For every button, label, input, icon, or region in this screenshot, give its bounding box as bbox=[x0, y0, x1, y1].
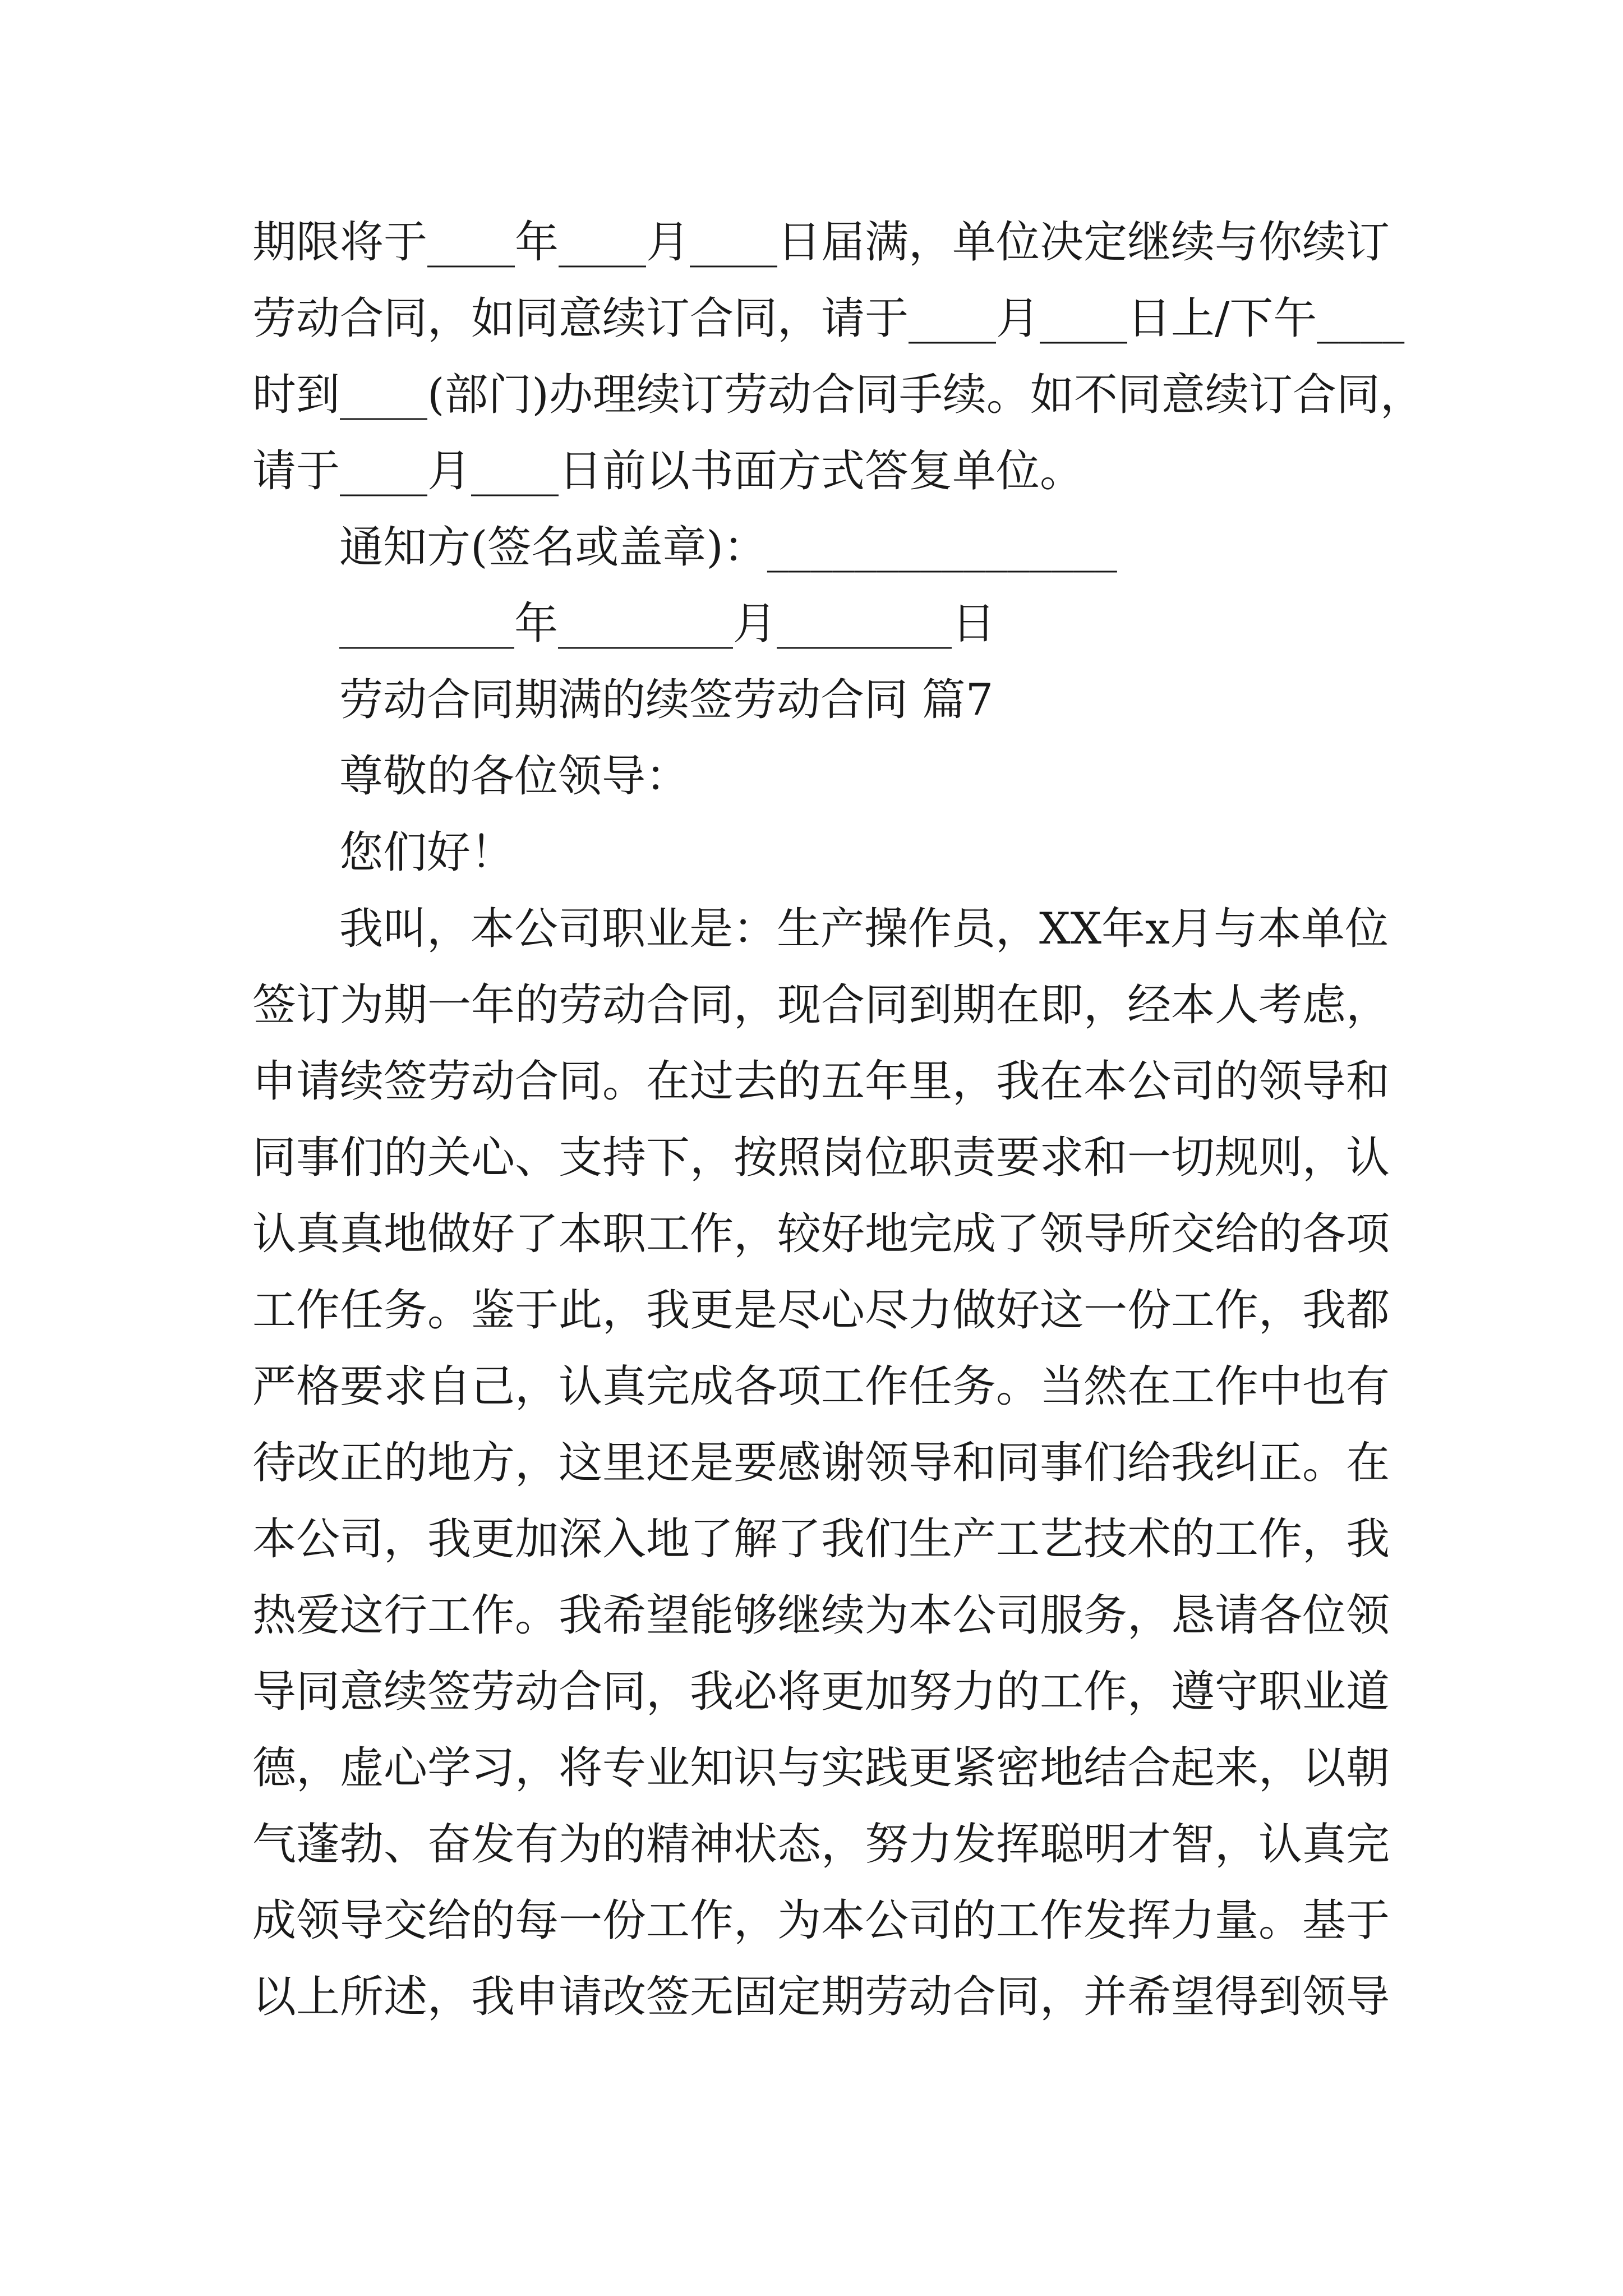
greeting: 您们好！ bbox=[339, 827, 515, 878]
section-heading: 劳动合同期满的续签劳动合同 篇7 bbox=[339, 675, 994, 725]
date-line: ________年________月________日 bbox=[339, 599, 996, 649]
signature-line: 通知方(签名或盖章)：________________ bbox=[339, 522, 1117, 573]
text-line-3: 时到____(部门)办理续订劳动合同手续。如不同意续订合同， bbox=[252, 370, 1424, 420]
body-line-10: 热爱这行工作。我希望能够继续为本公司服务，恳请各位领 bbox=[252, 1590, 1390, 1641]
salutation: 尊敬的各位领导： bbox=[339, 751, 690, 802]
body-line-13: 气蓬勃、奋发有为的精神状态，努力发挥聪明才智，认真完 bbox=[252, 1819, 1390, 1870]
body-line-1: 我叫，本公司职业是：生产操作员，XX年x月与本单位 bbox=[339, 904, 1389, 954]
body-line-7: 严格要求自己，认真完成各项工作任务。当然在工作中也有 bbox=[252, 1361, 1390, 1412]
body-line-11: 导同意续签劳动合同，我必将更加努力的工作，遵守职业道 bbox=[252, 1667, 1390, 1717]
text-line-4: 请于____月____日前以书面方式答复单位。 bbox=[252, 446, 1084, 496]
body-line-2: 签订为期一年的劳动合同，现合同到期在即，经本人考虑， bbox=[252, 980, 1390, 1030]
body-line-6: 工作任务。鉴于此，我更是尽心尽力做好这一份工作，我都 bbox=[252, 1285, 1390, 1336]
body-line-8: 待改正的地方，这里还是要感谢领导和同事们给我纠正。在 bbox=[252, 1438, 1390, 1488]
body-line-9: 本公司，我更加深入地了解了我们生产工艺技术的工作，我 bbox=[252, 1514, 1390, 1565]
body-line-12: 德，虚心学习，将专业知识与实践更紧密地结合起来，以朝 bbox=[252, 1743, 1390, 1793]
body-line-5: 认真真地做好了本职工作，较好地完成了领导所交给的各项 bbox=[252, 1209, 1390, 1259]
body-line-3: 申请续签劳动合同。在过去的五年里，我在本公司的领导和 bbox=[252, 1056, 1390, 1107]
text-line-2: 劳动合同，如同意续订合同，请于____月____日上/下午____ bbox=[252, 293, 1405, 344]
text-line-1: 期限将于____年____月____日届满，单位决定继续与你续订 bbox=[252, 217, 1390, 268]
body-line-15: 以上所述，我申请改签无固定期劳动合同，并希望得到领导 bbox=[252, 1972, 1390, 2022]
body-line-4: 同事们的关心、支持下，按照岗位职责要求和一切规则，认 bbox=[252, 1133, 1390, 1183]
body-line-14: 成领导交给的每一份工作，为本公司的工作发挥力量。基于 bbox=[252, 1895, 1390, 1946]
